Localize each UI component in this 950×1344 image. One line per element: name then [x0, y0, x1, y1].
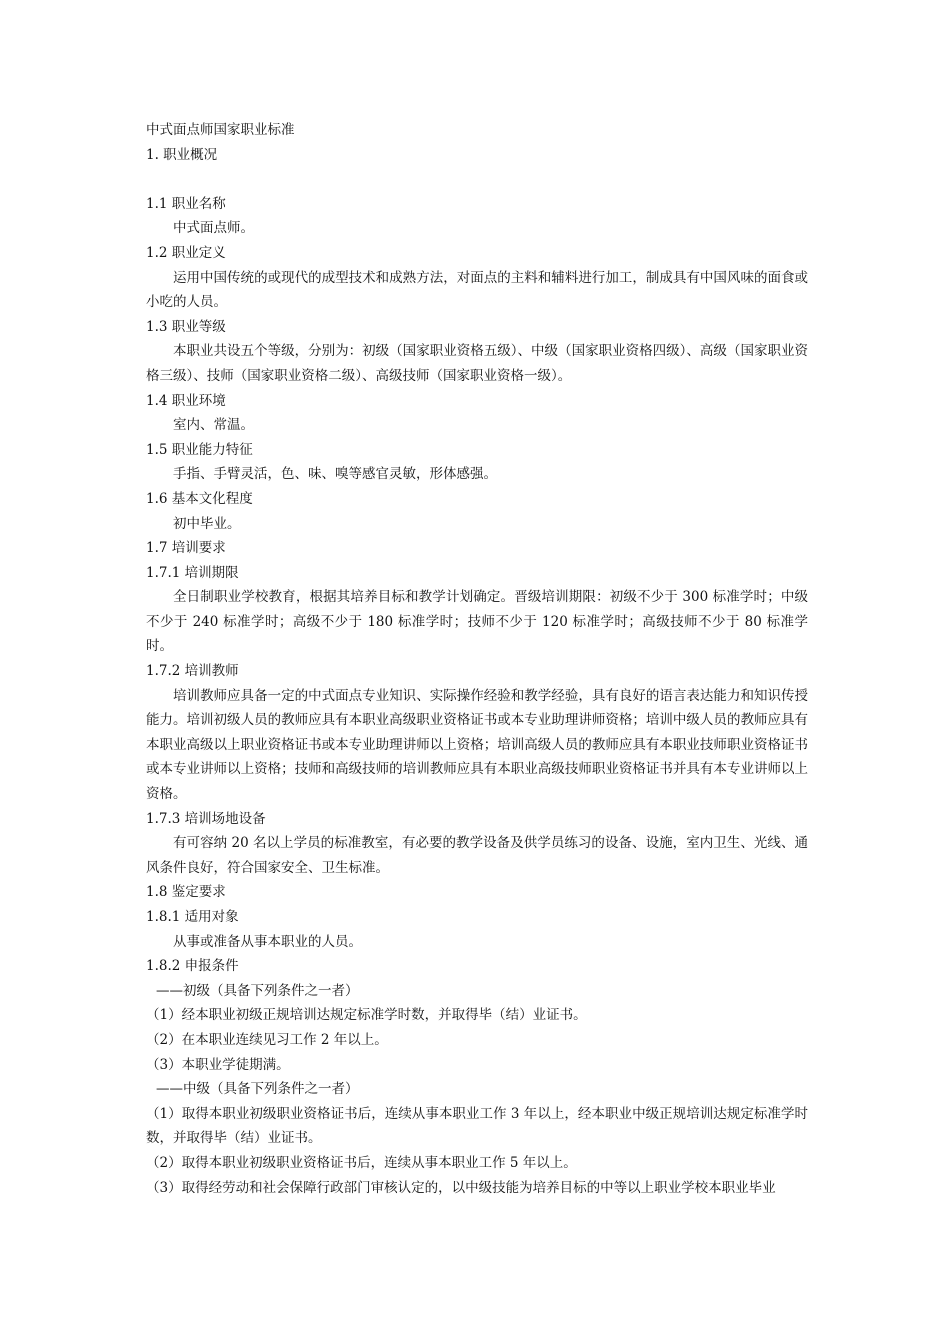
paragraph: 从事或准备从事本职业的人员。 — [173, 933, 362, 950]
section-heading: 1.7 培训要求 — [146, 540, 226, 557]
paragraph: 本职业共设五个等级，分别为：初级（国家职业资格五级）、中级（国家职业资格四级）、高级（国家职业资格三级）、技师（国家职业资格二级）、高级技师（国家职业资格一级）。 — [146, 343, 808, 384]
paragraph: 室内、常温。 — [173, 417, 254, 434]
section-heading: 1.1 职业名称 — [146, 195, 226, 212]
level-heading-intermediate: ——中级（具备下列条件之一者） — [156, 1081, 359, 1098]
document-title: 中式面点师国家职业标准 — [146, 122, 295, 138]
paragraph: 初中毕业。 — [173, 515, 241, 532]
paragraph: 有可容纳 20 名以上学员的标准教室，有必要的教学设备及供学员练习的设备、设施，室内卫生、光线、通风条件良好，符合国家安全、卫生标准。 — [146, 835, 808, 876]
level-heading-junior: ——初级（具备下列条件之一者） — [156, 982, 359, 999]
list-item: （1）取得本职业初级职业资格证书后，连续从事本职业工作 3 年以上，经本职业中级正规培训达规定标准学时数，并取得毕（结）业证书。 — [146, 1105, 808, 1147]
section-heading: 1.4 职业环境 — [146, 392, 226, 409]
paragraph: 中式面点师。 — [173, 220, 254, 237]
subsection-heading: 1.7.1 培训期限 — [146, 564, 239, 581]
paragraph: 手指、手臂灵活，色、味、嗅等感官灵敏，形体感强。 — [173, 466, 497, 483]
section-heading: 1.6 基本文化程度 — [146, 490, 253, 507]
subsection-heading: 1.7.2 培训教师 — [146, 663, 239, 680]
section-heading: 1.8 鉴定要求 — [146, 884, 226, 901]
paragraph: 全日制职业学校教育，根据其培养目标和教学计划确定。晋级培训期限：初级不少于 300 标准学时；中级不少于 240 标准学时；高级不少于 180 标准学时；技师不少于 120 标准学时；高级技师不少于 80 标准学时。 — [146, 589, 808, 655]
paragraph: 运用中国传统的或现代的成型技术和成熟方法，对面点的主料和辅料进行加工，制成具有中国风味的面食或小吃的人员。 — [146, 269, 808, 311]
section-heading: 1.3 职业等级 — [146, 318, 226, 335]
section-heading: 1.5 职业能力特征 — [146, 441, 253, 458]
document-body — [146, 118, 808, 1200]
subsection-heading: 1.8.1 适用对象 — [146, 909, 239, 925]
list-item: （3）取得经劳动和社会保障行政部门审核认定的，以中级技能为培养目标的中等以上职业学校本职业毕业 — [146, 1179, 776, 1196]
section-heading: 1.2 职业定义 — [146, 244, 226, 261]
subsection-heading: 1.8.2 申报条件 — [146, 958, 239, 975]
list-item: （3）本职业学徒期满。 — [146, 1056, 290, 1073]
list-item: （2）取得本职业初级职业资格证书后，连续从事本职业工作 5 年以上。 — [146, 1154, 577, 1171]
section-heading: 1. 职业概况 — [146, 146, 218, 163]
paragraph: 培训教师应具备一定的中式面点专业知识、实际操作经验和教学经验，具有良好的语言表达能力和知识传授能力。培训初级人员的教师应具有本职业高级职业资格证书或本专业助理讲师资格；培训中级人员的教师应具有本职业高级以上职业资格证书或本专业助理讲师以上资格；培训高级人员的教师应具有本职业技师职业资格证书或本专业讲师以上资格；技师和高级技师的培训教师应具有本职业高级技师职业资格证书并具有本专业讲师以上资格。 — [146, 687, 808, 803]
list-item: （2）在本职业连续见习工作 2 年以上。 — [146, 1031, 388, 1048]
list-item: （1）经本职业初级正规培训达规定标准学时数，并取得毕（结）业证书。 — [146, 1007, 587, 1024]
subsection-heading: 1.7.3 培训场地设备 — [146, 810, 266, 827]
blank-line — [146, 167, 808, 192]
